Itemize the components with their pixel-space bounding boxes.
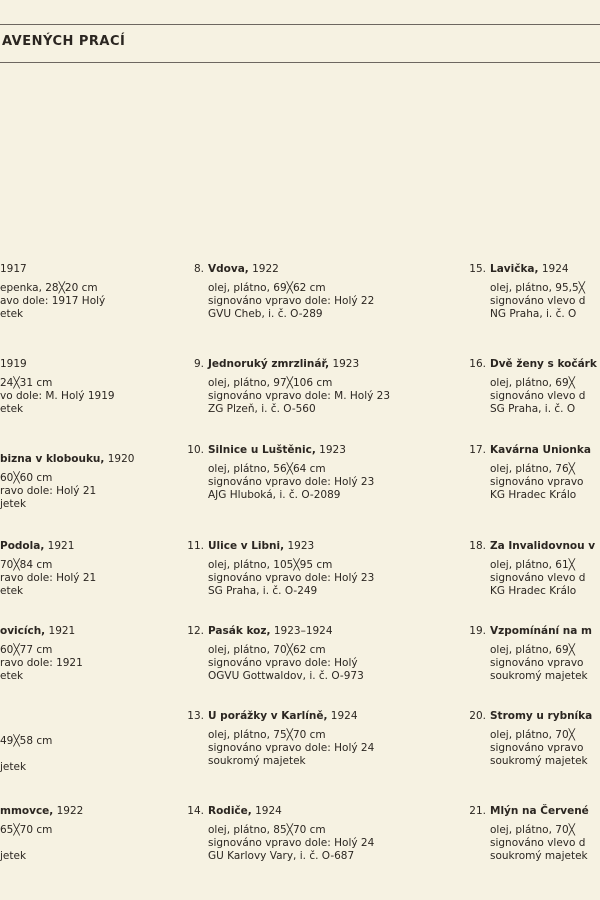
entry-heading [182, 263, 374, 276]
entry-detail: GU Karlovy Vary, i. č. O-687 [208, 850, 355, 862]
entry-heading [182, 710, 374, 723]
entry-detail: 49╳58 cm [0, 735, 53, 747]
entry-title: Podola, [0, 540, 45, 552]
entry-number: 10. [187, 444, 204, 456]
entry-heading [182, 805, 374, 818]
catalog-entry [182, 540, 374, 598]
catalog-entry [182, 444, 374, 502]
entry-title: Jednoruký zmrzlinář, [208, 358, 330, 370]
entry-detail: etek [0, 403, 24, 415]
entry-title: Ulice v Libni, [208, 540, 285, 552]
entry-detail: olej, plátno, 69╳ [490, 644, 575, 656]
entry-heading [464, 540, 595, 553]
page-title: AVENÝCH PRACÍ [2, 34, 126, 49]
entry-detail: etek [0, 308, 24, 320]
entry-heading [464, 625, 592, 638]
entry-heading [0, 358, 115, 371]
entry-detail: signováno vpravo [490, 476, 584, 488]
entry-detail: ravo dole: Holý 21 [0, 485, 97, 497]
entry-detail: 24╳31 cm [0, 377, 53, 389]
entry-title: Stromy u rybníka [490, 710, 593, 722]
entry-heading [0, 453, 134, 466]
entry-number: 8. [193, 263, 204, 275]
entry-title: Silnice u Luštěnic, [208, 444, 316, 456]
entry-detail: signováno vlevo d [490, 837, 586, 849]
entry-number: 11. [187, 540, 204, 552]
entry-detail: jetek [0, 761, 27, 773]
catalog-entry [182, 625, 364, 683]
entry-number: 13. [187, 710, 204, 722]
entry-number: 14. [187, 805, 204, 817]
entry-number: 12. [187, 625, 204, 637]
entry-detail: epenka, 28╳20 cm [0, 282, 98, 294]
entry-detail: ravo dole: Holý 21 [0, 572, 97, 584]
entry-year: 1922 [252, 263, 279, 275]
entry-heading [182, 540, 374, 553]
entry-year: 1919 [0, 358, 27, 370]
entry-number: 17. [469, 444, 486, 456]
entry-detail: signováno vpravo dole: Holý [208, 657, 358, 669]
entry-detail: 70╳84 cm [0, 559, 53, 571]
entry-detail: signováno vpravo dole: Holý 23 [208, 572, 375, 584]
catalog-entry [464, 710, 592, 768]
catalog-entry [182, 805, 374, 863]
entry-detail: soukromý majetek [490, 850, 588, 862]
catalog-entry [0, 358, 115, 416]
entry-detail: olej, plátno, 70╳62 cm [208, 644, 326, 656]
entry-number: 18. [469, 540, 486, 552]
entry-detail: SG Praha, i. č. O-249 [208, 585, 318, 597]
entry-year: 1921 [48, 625, 76, 637]
entry-title: Dvě ženy s kočárk [490, 358, 597, 370]
entry-detail: olej, plátno, 70╳ [490, 729, 575, 741]
entry-heading [182, 625, 364, 638]
entry-heading [0, 263, 105, 276]
catalog-entry [0, 625, 83, 683]
entry-detail: signováno vpravo dole: M. Holý 23 [208, 390, 391, 402]
entry-detail: jetek [0, 498, 27, 510]
entry-detail: ZG Plzeň, i. č. O-560 [208, 403, 316, 415]
entry-detail: olej, plátno, 85╳70 cm [208, 824, 326, 836]
entry-year: 1922 [56, 805, 84, 817]
entry-year: 1923 [319, 444, 346, 456]
entry-detail: NG Praha, i. č. O [490, 308, 577, 320]
entry-year: 1923 [287, 540, 315, 552]
entry-detail: ravo dole: 1921 [0, 657, 83, 669]
entry-detail: olej, plátno, 76╳ [490, 463, 575, 475]
entry-detail: olej, plátno, 70╳ [490, 824, 575, 836]
entry-detail: soukromý majetek [490, 670, 588, 682]
entry-title: bizna v klobouku, [0, 453, 105, 465]
entry-detail: signováno vpravo [490, 657, 584, 669]
entry-heading [0, 625, 83, 638]
entry-detail [0, 748, 52, 761]
catalog-entry [464, 540, 595, 598]
catalog-entry [464, 263, 585, 321]
entry-detail: olej, plátno, 95,5╳ [490, 282, 585, 294]
entry-year: 1924 [330, 710, 358, 722]
entry-title: Vdova, [208, 263, 249, 275]
entry-heading [464, 263, 585, 276]
entry-detail: OGVU Gottwaldov, i. č. O-973 [208, 670, 364, 682]
entry-detail: signováno vpravo dole: Holý 22 [208, 295, 375, 307]
entry-detail: olej, plátno, 69╳62 cm [208, 282, 326, 294]
header-rule [0, 62, 600, 63]
entry-number: 19. [469, 625, 486, 637]
entry-detail: signováno vpravo [490, 742, 584, 754]
entry-number: 9. [193, 358, 204, 370]
entry-title: Rodiče, [208, 805, 252, 817]
top-rule [0, 24, 600, 25]
catalog-entry [464, 444, 591, 502]
entry-detail: 65╳70 cm [0, 824, 53, 836]
catalog-entry [0, 540, 96, 598]
entry-heading [464, 805, 589, 818]
entry-detail: etek [0, 585, 24, 597]
entry-title: ovicích, [0, 625, 46, 637]
entry-detail: signováno vpravo dole: Holý 23 [208, 476, 375, 488]
entry-title: U porážky v Karlíně, [208, 710, 328, 722]
entry-detail: signováno vpravo dole: Holý 24 [208, 742, 375, 754]
entry-detail: olej, plátno, 105╳95 cm [208, 559, 333, 571]
entry-detail [0, 837, 83, 850]
entry-year: 1921 [47, 540, 75, 552]
catalog-entry [464, 625, 592, 683]
entry-year: 1924 [541, 263, 569, 275]
catalog-entry [182, 710, 374, 768]
entry-year: 1917 [0, 263, 27, 275]
entry-detail: signováno vpravo dole: Holý 24 [208, 837, 375, 849]
entry-detail: soukromý majetek [490, 755, 588, 767]
entry-title: Vzpomínání na m [490, 625, 592, 637]
entry-detail: etek [0, 670, 24, 682]
entry-year: 1923 [332, 358, 360, 370]
entry-year: 1924 [255, 805, 282, 817]
entry-heading [464, 444, 591, 457]
entry-detail: vo dole: M. Holý 1919 [0, 390, 115, 402]
catalog-entry [0, 735, 52, 774]
entry-heading [0, 805, 83, 818]
entry-number: 15. [469, 263, 486, 275]
entry-title: Pasák koz, [208, 625, 271, 637]
entry-title: Kavárna Unionka [490, 444, 591, 456]
catalog-entry [0, 453, 134, 511]
entry-detail: KG Hradec Králo [490, 585, 577, 597]
entry-detail: avo dole: 1917 Holý [0, 295, 106, 307]
entry-number: 21. [469, 805, 486, 817]
entry-detail: jetek [0, 850, 27, 862]
entry-detail: SG Praha, i. č. O [490, 403, 576, 415]
entry-heading [0, 540, 96, 553]
entry-number: 16. [469, 358, 486, 370]
entry-number: 20. [469, 710, 486, 722]
entry-year: 1920 [107, 453, 135, 465]
catalog-entry [182, 263, 374, 321]
entry-detail: soukromý majetek [208, 755, 306, 767]
entry-detail: AJG Hluboká, i. č. O-2089 [208, 489, 341, 501]
entry-detail: olej, plátno, 56╳64 cm [208, 463, 326, 475]
entry-detail: olej, plátno, 69╳ [490, 377, 575, 389]
catalog-entry [464, 805, 589, 863]
entry-detail: olej, plátno, 97╳106 cm [208, 377, 333, 389]
entry-heading [464, 710, 592, 723]
entry-detail: signováno vlevo d [490, 572, 586, 584]
entry-detail: olej, plátno, 75╳70 cm [208, 729, 326, 741]
entry-detail: signováno vlevo d [490, 390, 586, 402]
entry-heading [464, 358, 597, 371]
entry-title: Mlýn na Červené [490, 805, 589, 817]
entry-detail: signováno vlevo d [490, 295, 586, 307]
entry-title: Za Invalidovnou v [490, 540, 596, 552]
catalog-entry [182, 358, 390, 416]
entry-heading [182, 444, 374, 457]
entry-detail: GVU Cheb, i. č. O-289 [208, 308, 323, 320]
entry-year: 1923–1924 [273, 625, 333, 637]
catalog-entry [464, 358, 597, 416]
entry-detail: 60╳77 cm [0, 644, 53, 656]
catalog-entry [0, 805, 83, 863]
entry-title: Lavička, [490, 263, 539, 275]
entry-detail: KG Hradec Králo [490, 489, 577, 501]
catalog-entry [0, 263, 105, 321]
entry-title: mmovce, [0, 805, 54, 817]
entry-detail: olej, plátno, 61╳ [490, 559, 575, 571]
entry-detail: 60╳60 cm [0, 472, 53, 484]
entry-heading [182, 358, 390, 371]
